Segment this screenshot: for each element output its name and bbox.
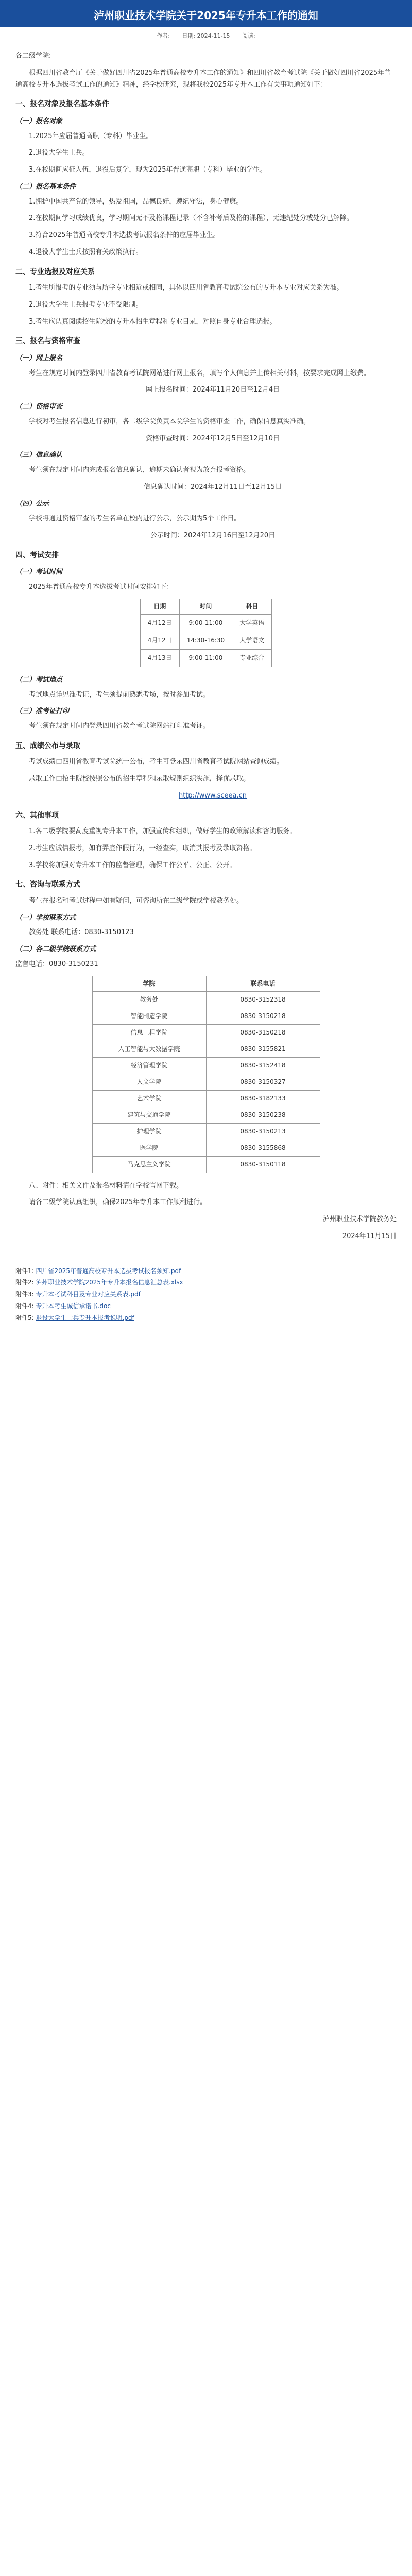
table-row — [92, 1140, 320, 1156]
college-cell: 护理学院 — [92, 1123, 206, 1140]
table-cell: 4月13日 — [140, 649, 179, 667]
subheading-3-4: （四）公示 — [15, 500, 49, 508]
subheading-4-1: （一）考试时间 — [15, 568, 63, 577]
title-banner — [0, 0, 412, 27]
attachment-label: 附件1: — [15, 1267, 34, 1275]
college-cell: 智能制造学院 — [92, 1008, 206, 1024]
table-cell: 9:00-11:00 — [179, 649, 232, 667]
subheading-3-3: （三）信息确认 — [15, 451, 63, 460]
attachment-link[interactable]: 专升本考试科目及专业对应关系表.pdf — [36, 1291, 141, 1298]
attachment-link[interactable]: 四川省2025年普通高校专升本选拔考试报名须知.pdf — [36, 1267, 181, 1275]
table-row — [92, 1123, 320, 1140]
paragraph: 考生在报名和考试过程中如有疑问，可咨询所在二级学院或学校教务处。 — [29, 896, 244, 905]
section-heading-6: 六、其他事项 — [15, 811, 59, 820]
table-row — [140, 632, 271, 649]
attachment-link[interactable]: 退役大学生士兵专升本报考说明.pdf — [36, 1314, 134, 1321]
phone-cell: 0830-3152418 — [206, 1057, 320, 1074]
college-cell: 教务处 — [92, 991, 206, 1008]
table-header: 科目 — [232, 599, 272, 614]
article-content — [0, 45, 412, 1258]
section-heading-5: 五、成绩公布与录取 — [15, 741, 80, 750]
table-header: 日期 — [140, 599, 179, 614]
table-row — [92, 1041, 320, 1057]
phone-cell: 0830-3150218 — [206, 1008, 320, 1024]
time-note: 信息确认时间：2024年12月11日至12月15日 — [143, 483, 282, 491]
contact-phones-table — [92, 976, 320, 1173]
phones-body — [92, 991, 320, 1173]
paragraph: 考试地点详见准考证，考生须提前熟悉考场，按时参加考试。 — [29, 690, 210, 699]
subheading-3-2: （二）资格审查 — [15, 403, 63, 411]
section-heading-1: 一、报名对象及报名基本条件 — [15, 100, 109, 109]
paragraph: 教务处 联系电话：0830-3150123 — [29, 928, 134, 937]
table-cell: 4月12日 — [140, 614, 179, 632]
paragraph: 1.拥护中国共产党的领导，热爱祖国，品德良好，遵纪守法，身心健康。 — [29, 197, 243, 206]
attachment-label: 附件5: — [15, 1314, 34, 1321]
article-meta — [0, 27, 412, 45]
paragraph: 考生须在规定时间内登录四川省教育考试院网站打印准考证。 — [29, 722, 210, 730]
phone-cell: 0830-3155868 — [206, 1140, 320, 1156]
attachment-item — [15, 1277, 397, 1289]
table-row — [92, 991, 320, 1008]
table-row — [92, 1156, 320, 1173]
paragraph: 考生须在规定时间内完成报名信息确认，逾期未确认者视为放弃报考资格。 — [29, 466, 250, 474]
college-cell: 人文学院 — [92, 1074, 206, 1090]
table-row — [140, 649, 271, 667]
section-heading-4: 四、考试安排 — [15, 551, 59, 560]
table-row — [92, 1008, 320, 1024]
table-cell: 专业综合 — [232, 649, 272, 667]
college-cell: 人工智能与大数据学院 — [92, 1041, 206, 1057]
subheading-1-2: （二）报名基本条件 — [15, 182, 76, 191]
paragraph: 1.考生所报考的专业须与所学专业相近或相同，具体以四川省教育考试院公布的专升本专业对应关系为准。 — [29, 284, 344, 292]
phone-cell: 0830-3150118 — [206, 1156, 320, 1173]
intro-paragraph: 根据四川省教育厅《关于做好四川省2025年普通高校专升本工作的通知》和四川省教育考试院《关于做好四川省2025年普通高校专升本选拔考试工作的通知》精神，经学校研究，现将我校2025年专升本工作有关事项通知如下： — [15, 69, 391, 89]
paragraph: 八、附件：相关文件及报名材料请在学校官网下载。 — [29, 1181, 183, 1190]
section-heading-3: 三、报名与资格审查 — [15, 337, 80, 346]
table-row — [92, 1057, 320, 1074]
time-note: 公示时间：2024年12月16日至12月20日 — [150, 532, 276, 539]
paragraph: 1.各二级学院要高度重视专升本工作，加强宣传和组织，做好学生的政策解读和咨询服务。 — [29, 827, 297, 835]
table-cell: 9:00-11:00 — [179, 614, 232, 632]
phone-cell: 0830-3150238 — [206, 1107, 320, 1123]
time-note: 资格审查时间：2024年12月5日至12月10日 — [146, 434, 280, 443]
table-row — [92, 1074, 320, 1090]
paragraph: 学校对考生报名信息进行初审，各二级学院负责本院学生的资格审查工作，确保信息真实准确。 — [29, 417, 311, 426]
paragraph: 3.在校期间应征入伍，退役后复学，现为2025年普通高职（专科）毕业的学生。 — [29, 166, 267, 174]
paragraph: 1.2025年应届普通高职（专科）毕业生。 — [29, 132, 153, 140]
paragraph: 2.考生应诚信报考，如有弄虚作假行为，一经查实，取消其报考及录取资格。 — [29, 844, 256, 852]
exam-authority-link[interactable]: http://www.sceea.cn — [178, 791, 247, 800]
table-header: 时间 — [179, 599, 232, 614]
table-cell: 14:30-16:30 — [179, 632, 232, 649]
author-label: 作者: — [157, 32, 170, 39]
sign-org: 泸州职业技术学院教务处 — [322, 1215, 397, 1223]
table-row — [140, 614, 271, 632]
attachment-link[interactable]: 专升本考生诚信承诺书.doc — [36, 1302, 111, 1310]
paragraph: 3.符合2025年普通高校专升本选拔考试报名条件的应届毕业生。 — [29, 231, 220, 239]
attachment-item — [15, 1265, 397, 1277]
subheading-4-2: （二）考试地点 — [15, 675, 63, 684]
subheading-3-1: （一）网上报名 — [15, 354, 63, 362]
attachment-item — [15, 1312, 397, 1324]
paragraph: 2.在校期间学习成绩优良，学习期间无不及格课程记录（不含补考后及格的课程），无违纪处分或处分已解除。 — [29, 214, 353, 223]
subheading-7-2: （二）各二级学院联系方式 — [15, 945, 96, 953]
paragraph: 学校将通过资格审查的考生名单在校内进行公示，公示期为5个工作日。 — [29, 515, 241, 523]
table-header: 联系电话 — [206, 976, 320, 991]
attachments — [0, 1258, 412, 1340]
paragraph: 录取工作由招生院校按照公布的招生章程和录取规则组织实施，择优录取。 — [29, 775, 250, 783]
phone-cell: 0830-3152318 — [206, 991, 320, 1008]
subheading-4-3: （三）准考证打印 — [15, 707, 70, 716]
paragraph: 3.考生应认真阅读招生院校的专升本招生章程和专业目录，对照自身专业合理选报。 — [29, 317, 277, 326]
phone-cell: 0830-3150218 — [206, 1024, 320, 1041]
phone-cell: 0830-3150213 — [206, 1123, 320, 1140]
college-cell: 建筑与交通学院 — [92, 1107, 206, 1123]
paragraph: 2.退役大学生士兵。 — [29, 149, 89, 157]
table-row — [92, 1090, 320, 1107]
college-cell: 经济管理学院 — [92, 1057, 206, 1074]
college-cell: 马克思主义学院 — [92, 1156, 206, 1173]
table-header: 学院 — [92, 976, 206, 991]
college-cell: 医学院 — [92, 1140, 206, 1156]
views-label: 阅读: — [242, 32, 255, 39]
phone-cell: 0830-3155821 — [206, 1041, 320, 1057]
time-note: 网上报名时间：2024年11月20日至12月4日 — [146, 386, 280, 394]
attachment-label: 附件3: — [15, 1291, 34, 1298]
sign-date: 2024年11月15日 — [342, 1232, 397, 1240]
subheading-7-1: （一）学校联系方式 — [15, 913, 76, 922]
paragraph: 请各二级学院认真组织，确保2025年专升本工作顺利进行。 — [29, 1198, 207, 1207]
paragraph: 3.学校将加强对专升本工作的监督管理，确保工作公平、公正、公开。 — [29, 861, 236, 869]
table-cell: 4月12日 — [140, 632, 179, 649]
exam-schedule-table — [140, 599, 272, 667]
subheading-1-1: （一）报名对象 — [15, 117, 63, 125]
attachment-label: 附件4: — [15, 1302, 34, 1310]
attachment-item — [15, 1289, 397, 1300]
page-title: 泸州职业技术学院关于2025年专升本工作的通知 — [94, 9, 318, 22]
section-heading-7: 七、咨询与联系方式 — [15, 880, 80, 889]
college-cell: 信息工程学院 — [92, 1024, 206, 1041]
table-cell: 大学语文 — [232, 632, 272, 649]
phone-cell: 0830-3182133 — [206, 1090, 320, 1107]
date-label: 日期: 2024-11-15 — [182, 32, 230, 39]
section-heading-2: 二、专业选报及对应关系 — [15, 267, 95, 276]
paragraph: 4.退役大学生士兵按照有关政策执行。 — [29, 248, 143, 256]
attachment-item — [15, 1300, 397, 1312]
phones-caption: 监督电话：0830-3150231 — [15, 960, 98, 968]
table-cell: 大学英语 — [232, 614, 272, 632]
attachment-label: 附件2: — [15, 1279, 34, 1286]
table-row — [92, 1107, 320, 1123]
college-cell: 艺术学院 — [92, 1090, 206, 1107]
paragraph: 2025年普通高校专升本选拔考试时间安排如下： — [29, 583, 174, 591]
greeting: 各二级学院: — [15, 52, 52, 60]
paragraph: 考试成绩由四川省教育考试院统一公布，考生可登录四川省教育考试院网站查询成绩。 — [29, 758, 284, 766]
phone-cell: 0830-3150327 — [206, 1074, 320, 1090]
paragraph: 2.退役大学生士兵报考专业不受限制。 — [29, 300, 143, 309]
table-row — [92, 1024, 320, 1041]
attachment-link[interactable]: 泸州职业技术学院2025年专升本报名信息汇总表.xlsx — [36, 1279, 183, 1286]
paragraph: 考生在规定时间内登录四川省教育考试院网站进行网上报名，填写个人信息并上传相关材料，按要求完成网上缴费。 — [29, 369, 371, 377]
